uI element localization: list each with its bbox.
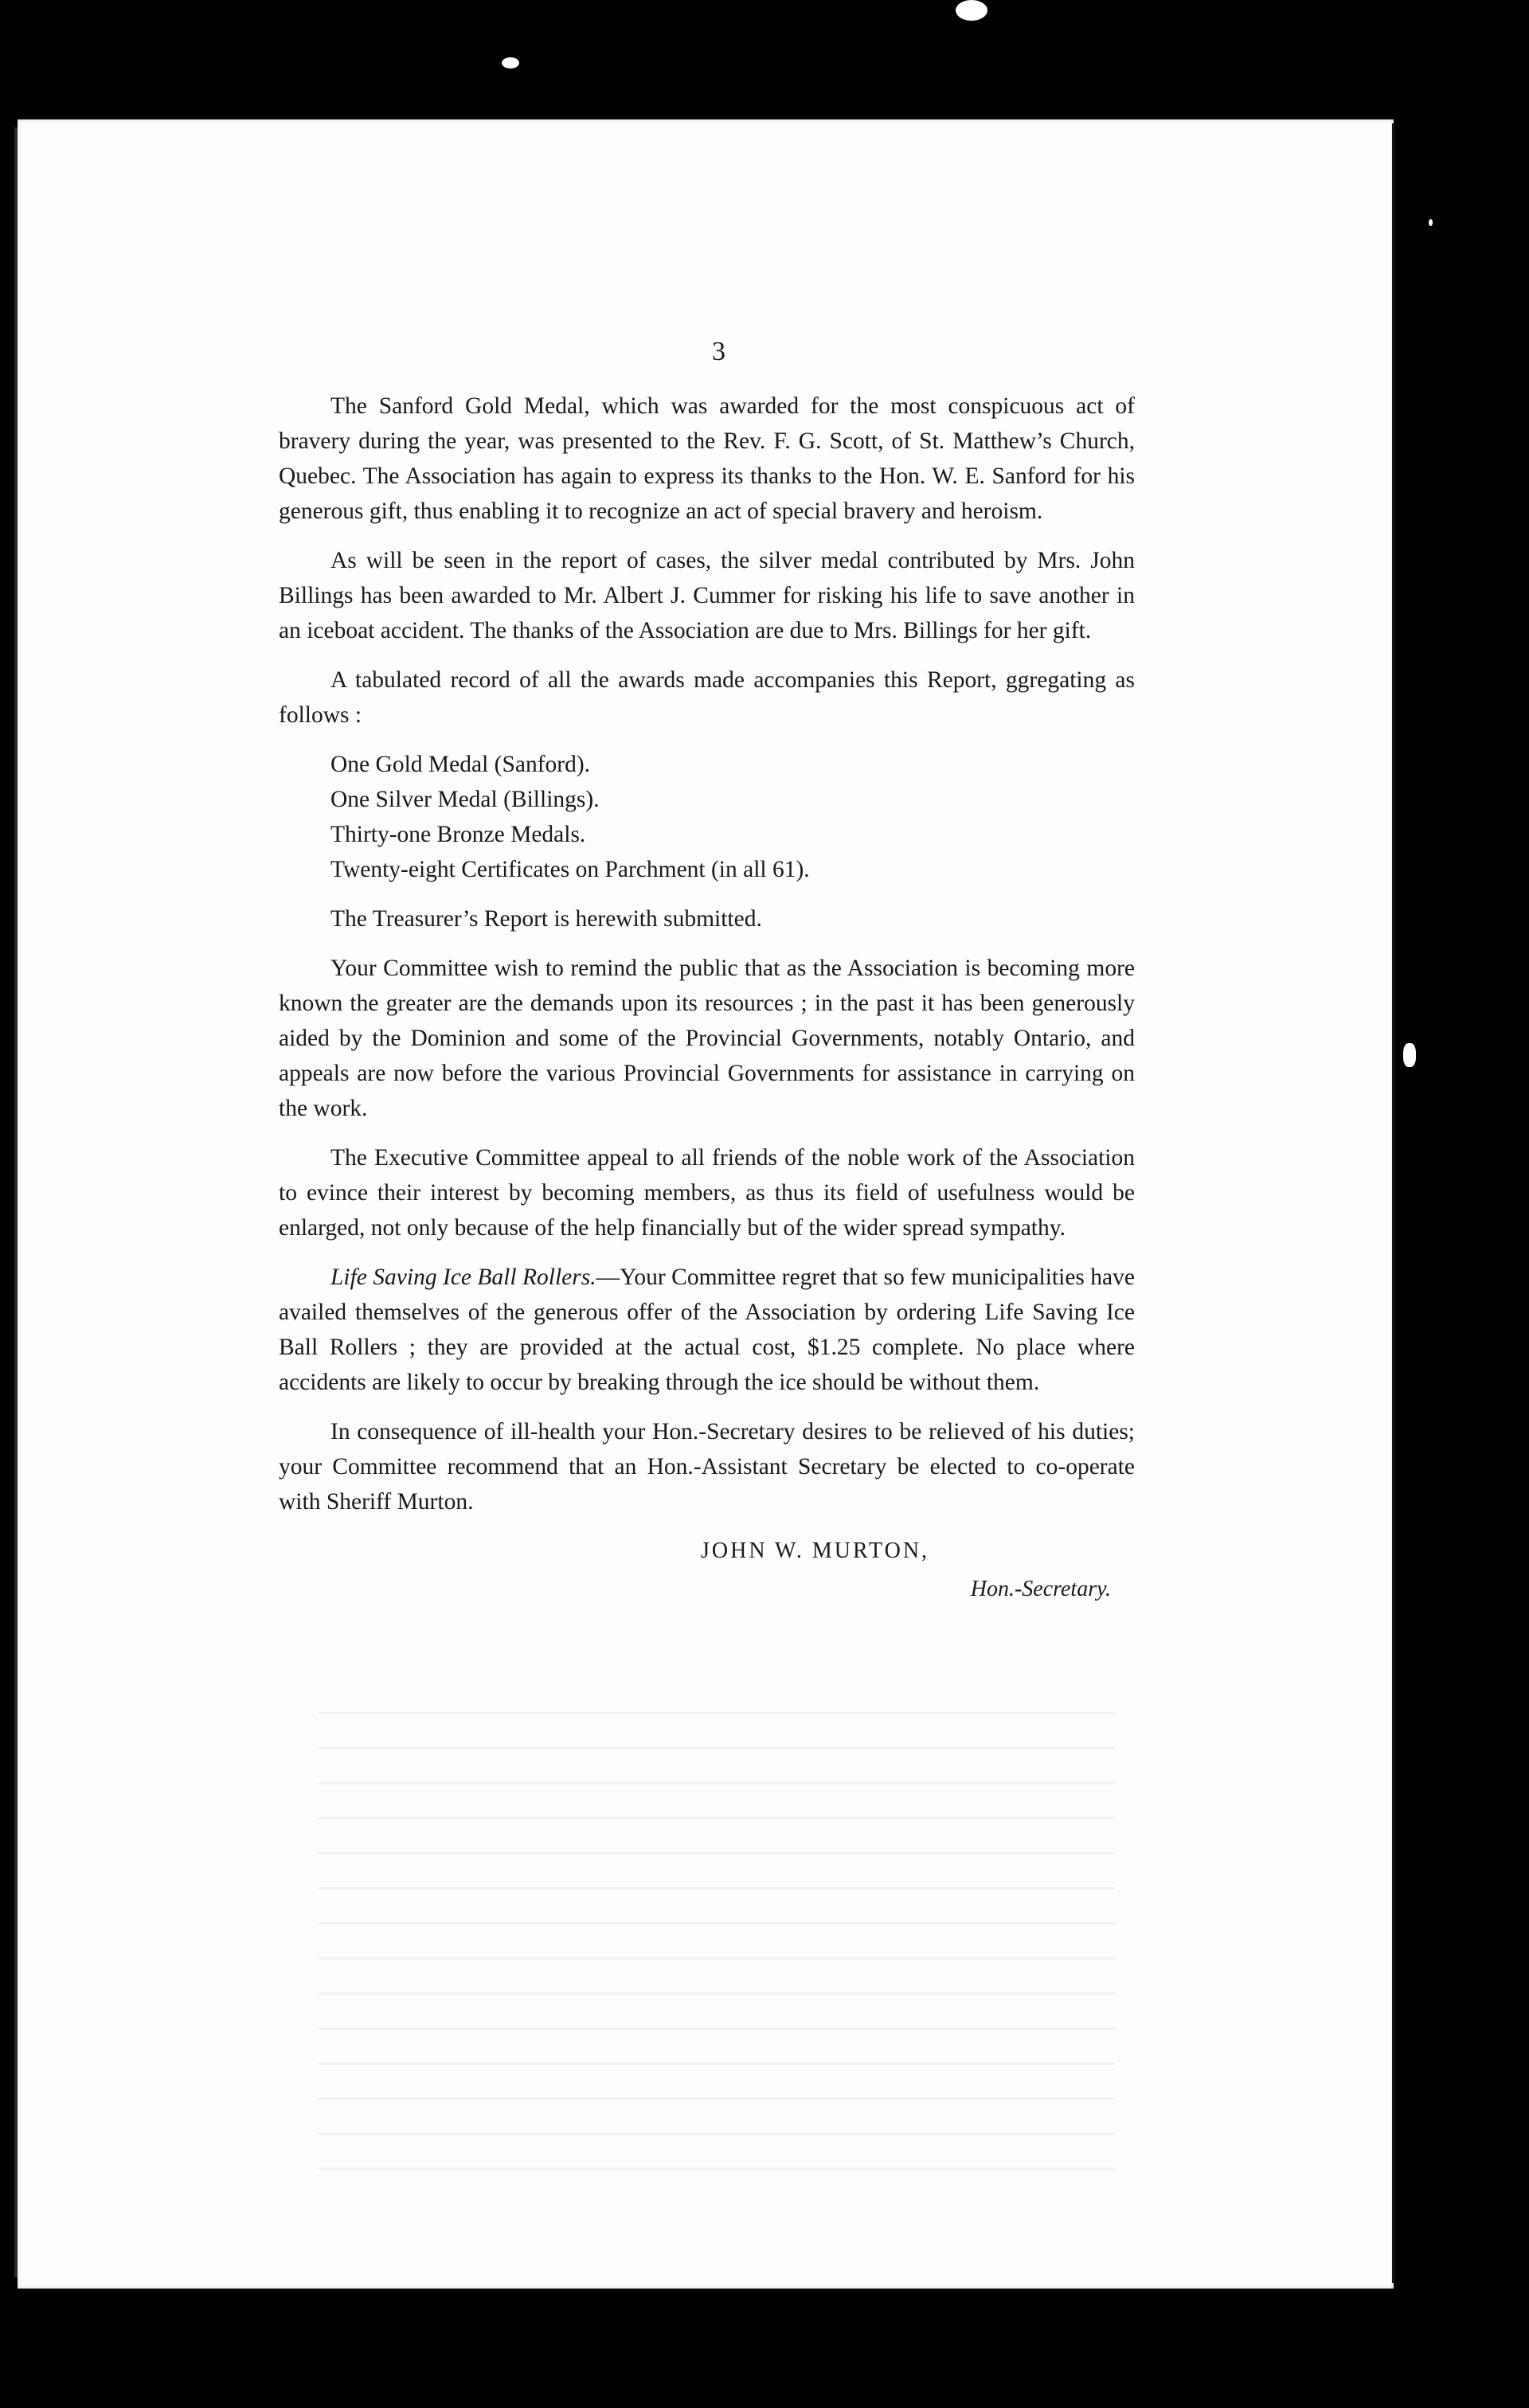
signature-name: JOHN W. MURTON, <box>701 1538 930 1563</box>
awards-tally-item: One Silver Medal (Billings). <box>330 787 600 812</box>
show-through-from-reverse <box>319 1712 1115 2190</box>
scan-speck <box>502 57 519 68</box>
awards-tally-item: Twenty-eight Certificates on Parchment (in all 61). <box>330 857 810 882</box>
paragraph-secretary-resignation: In consequence of ill-health your Hon.-Secretary desires to be relieved of his duties; your Committee recommend that an Hon.-Assistant Secretary be elected to co-operate with Sheriff Murton. <box>279 1419 1135 1515</box>
paragraph-executive-appeal: The Executive Committee appeal to all friends of the noble work of the Association to evince their interest by becoming members, as thus its field of usefulness would be enlarged, not only because of the help financially but of the wider spread sympathy. <box>279 1145 1135 1241</box>
paragraph-treasurer-report: The Treasurer’s Report is herewith submitted. <box>330 906 762 932</box>
awards-tally-item: Thirty-one Bronze Medals. <box>330 822 586 847</box>
paragraph-public-appeal: Your Committee wish to remind the public that as the Association is becoming more known the greater are the demands upon its resources ; in the past it has been generously aided by the Dominion and some of the Provincial Governments, notably Ontario, and appeals are now before the various Provincial Governments for assistance in carrying on the work. <box>279 956 1135 1121</box>
signature-title: Hon.-Secretary. <box>970 1577 1111 1601</box>
document-text <box>279 334 1135 1607</box>
awards-tally-item: One Gold Medal (Sanford). <box>330 752 591 777</box>
ice-ball-rollers-text: —Your Committee regret that so few municipalities have availed themselves of the generous offer of the Association by ordering Life Saving Ice Ball Rollers ; they are provided at the actual cost, $1.25 complete. No place where accidents are likely to occur by breaking through the ice should be without them. <box>279 1265 1135 1395</box>
scan-speck <box>1429 219 1433 226</box>
paragraph-sanford-medal: The Sanford Gold Medal, which was awarded for the most conspicuous act of bravery during the year, was presented to the Rev. F. G. Scott, of St. Matthew’s Church, Quebec. The Association has again to express its thanks to the Hon. W. E. Sanford for his generous gift, thus enabling it to recognize an act of special bravery and heroism. <box>279 393 1135 524</box>
page-number: 3 <box>712 337 725 366</box>
paragraph-silver-medal: As will be seen in the report of cases, the silver medal contributed by Mrs. John Billings has been awarded to Mr. Albert J. Cummer for risking his life to save another in an iceboat accident. The thanks of the Association are due to Mrs. Billings for her gift. <box>279 548 1135 643</box>
ice-ball-rollers-heading: Life Saving Ice Ball Rollers. <box>330 1265 596 1290</box>
paragraph-ice-ball-rollers <box>279 1260 1135 1400</box>
awards-tally-list <box>279 747 1135 887</box>
scan-speck <box>970 8 975 13</box>
scan-speck <box>1403 1043 1416 1067</box>
page-right-edge <box>1392 123 1395 2283</box>
paragraph-awards-record: A tabulated record of all the awards made accompanies this Report, ggregating as follows : <box>279 667 1135 728</box>
